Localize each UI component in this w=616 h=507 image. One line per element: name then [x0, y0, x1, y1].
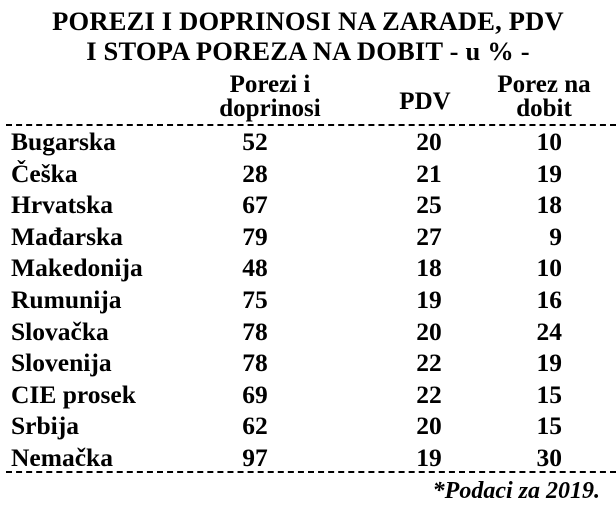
column-header-taxes — [185, 73, 355, 121]
column-header-vat-label: PDV — [399, 88, 451, 115]
profit-tax-cell: 15 — [536, 411, 562, 441]
column-header-taxes-line-2: doprinosi — [219, 95, 321, 122]
profit-tax-cell: 24 — [536, 316, 562, 346]
vat-cell: 20 — [416, 411, 442, 441]
table-body — [0, 126, 616, 474]
column-header-profit-line-2: dobit — [516, 95, 572, 122]
profit-tax-cell: 9 — [549, 221, 562, 251]
vat-cell: 18 — [416, 253, 442, 283]
taxes-cell: 79 — [242, 221, 268, 251]
country-cell: Srbija — [11, 411, 80, 441]
country-cell: CIE prosek — [11, 379, 136, 409]
footer-divider — [6, 471, 616, 473]
footnote: *Podaci za 2019. — [432, 478, 600, 504]
country-cell: Mađarska — [11, 221, 123, 251]
taxes-cell: 28 — [242, 158, 268, 188]
profit-tax-cell: 10 — [536, 127, 562, 156]
country-cell: Nemačka — [11, 442, 113, 472]
taxes-cell: 97 — [242, 442, 268, 472]
table-title-line-2: I STOPA POREZA NA DOBIT - u % - — [86, 36, 530, 66]
country-cell: Rumunija — [11, 284, 122, 314]
profit-tax-cell: 19 — [536, 158, 562, 188]
vat-cell: 25 — [416, 190, 442, 220]
vat-cell: 27 — [416, 221, 442, 251]
country-cell: Češka — [11, 158, 78, 188]
vat-cell: 22 — [416, 348, 442, 378]
table-row — [0, 126, 616, 158]
profit-tax-cell: 19 — [536, 348, 562, 378]
vat-cell: 20 — [416, 127, 442, 156]
table-row — [0, 347, 616, 379]
table-row — [0, 410, 616, 442]
taxes-cell: 48 — [242, 253, 268, 283]
table-row — [0, 158, 616, 190]
profit-tax-cell: 30 — [536, 442, 562, 472]
table-row — [0, 284, 616, 316]
profit-tax-cell: 18 — [536, 190, 562, 220]
vat-cell: 22 — [416, 379, 442, 409]
profit-tax-cell: 16 — [536, 284, 562, 314]
table-row — [0, 221, 616, 253]
profit-tax-cell: 15 — [536, 379, 562, 409]
column-header-vat — [370, 90, 480, 114]
country-cell: Slovenija — [11, 348, 112, 378]
country-cell: Slovačka — [11, 316, 109, 346]
column-header-taxes-line-1: Porezi i — [229, 71, 311, 98]
table-row — [0, 252, 616, 284]
taxes-cell: 78 — [242, 348, 268, 378]
vat-cell: 19 — [416, 284, 442, 314]
vat-cell: 19 — [416, 442, 442, 472]
country-cell: Bugarska — [11, 127, 116, 156]
taxes-cell: 78 — [242, 316, 268, 346]
table-row — [0, 379, 616, 411]
country-cell: Makedonija — [11, 253, 143, 283]
country-cell: Hrvatska — [11, 190, 113, 220]
taxes-cell: 69 — [242, 379, 268, 409]
table-row — [0, 189, 616, 221]
table-title-line-1: POREZI I DOPRINOSI NA ZARADE, PDV — [52, 6, 564, 36]
column-header-profit-line-1: Porez na — [497, 71, 591, 98]
taxes-cell: 62 — [242, 411, 268, 441]
vat-cell: 20 — [416, 316, 442, 346]
column-header-profit-tax — [472, 73, 616, 121]
vat-cell: 21 — [416, 158, 442, 188]
taxes-cell: 75 — [242, 284, 268, 314]
taxes-cell: 67 — [242, 190, 268, 220]
table-row — [0, 442, 616, 474]
taxes-cell: 52 — [242, 127, 268, 156]
table-row — [0, 316, 616, 348]
profit-tax-cell: 10 — [536, 253, 562, 283]
